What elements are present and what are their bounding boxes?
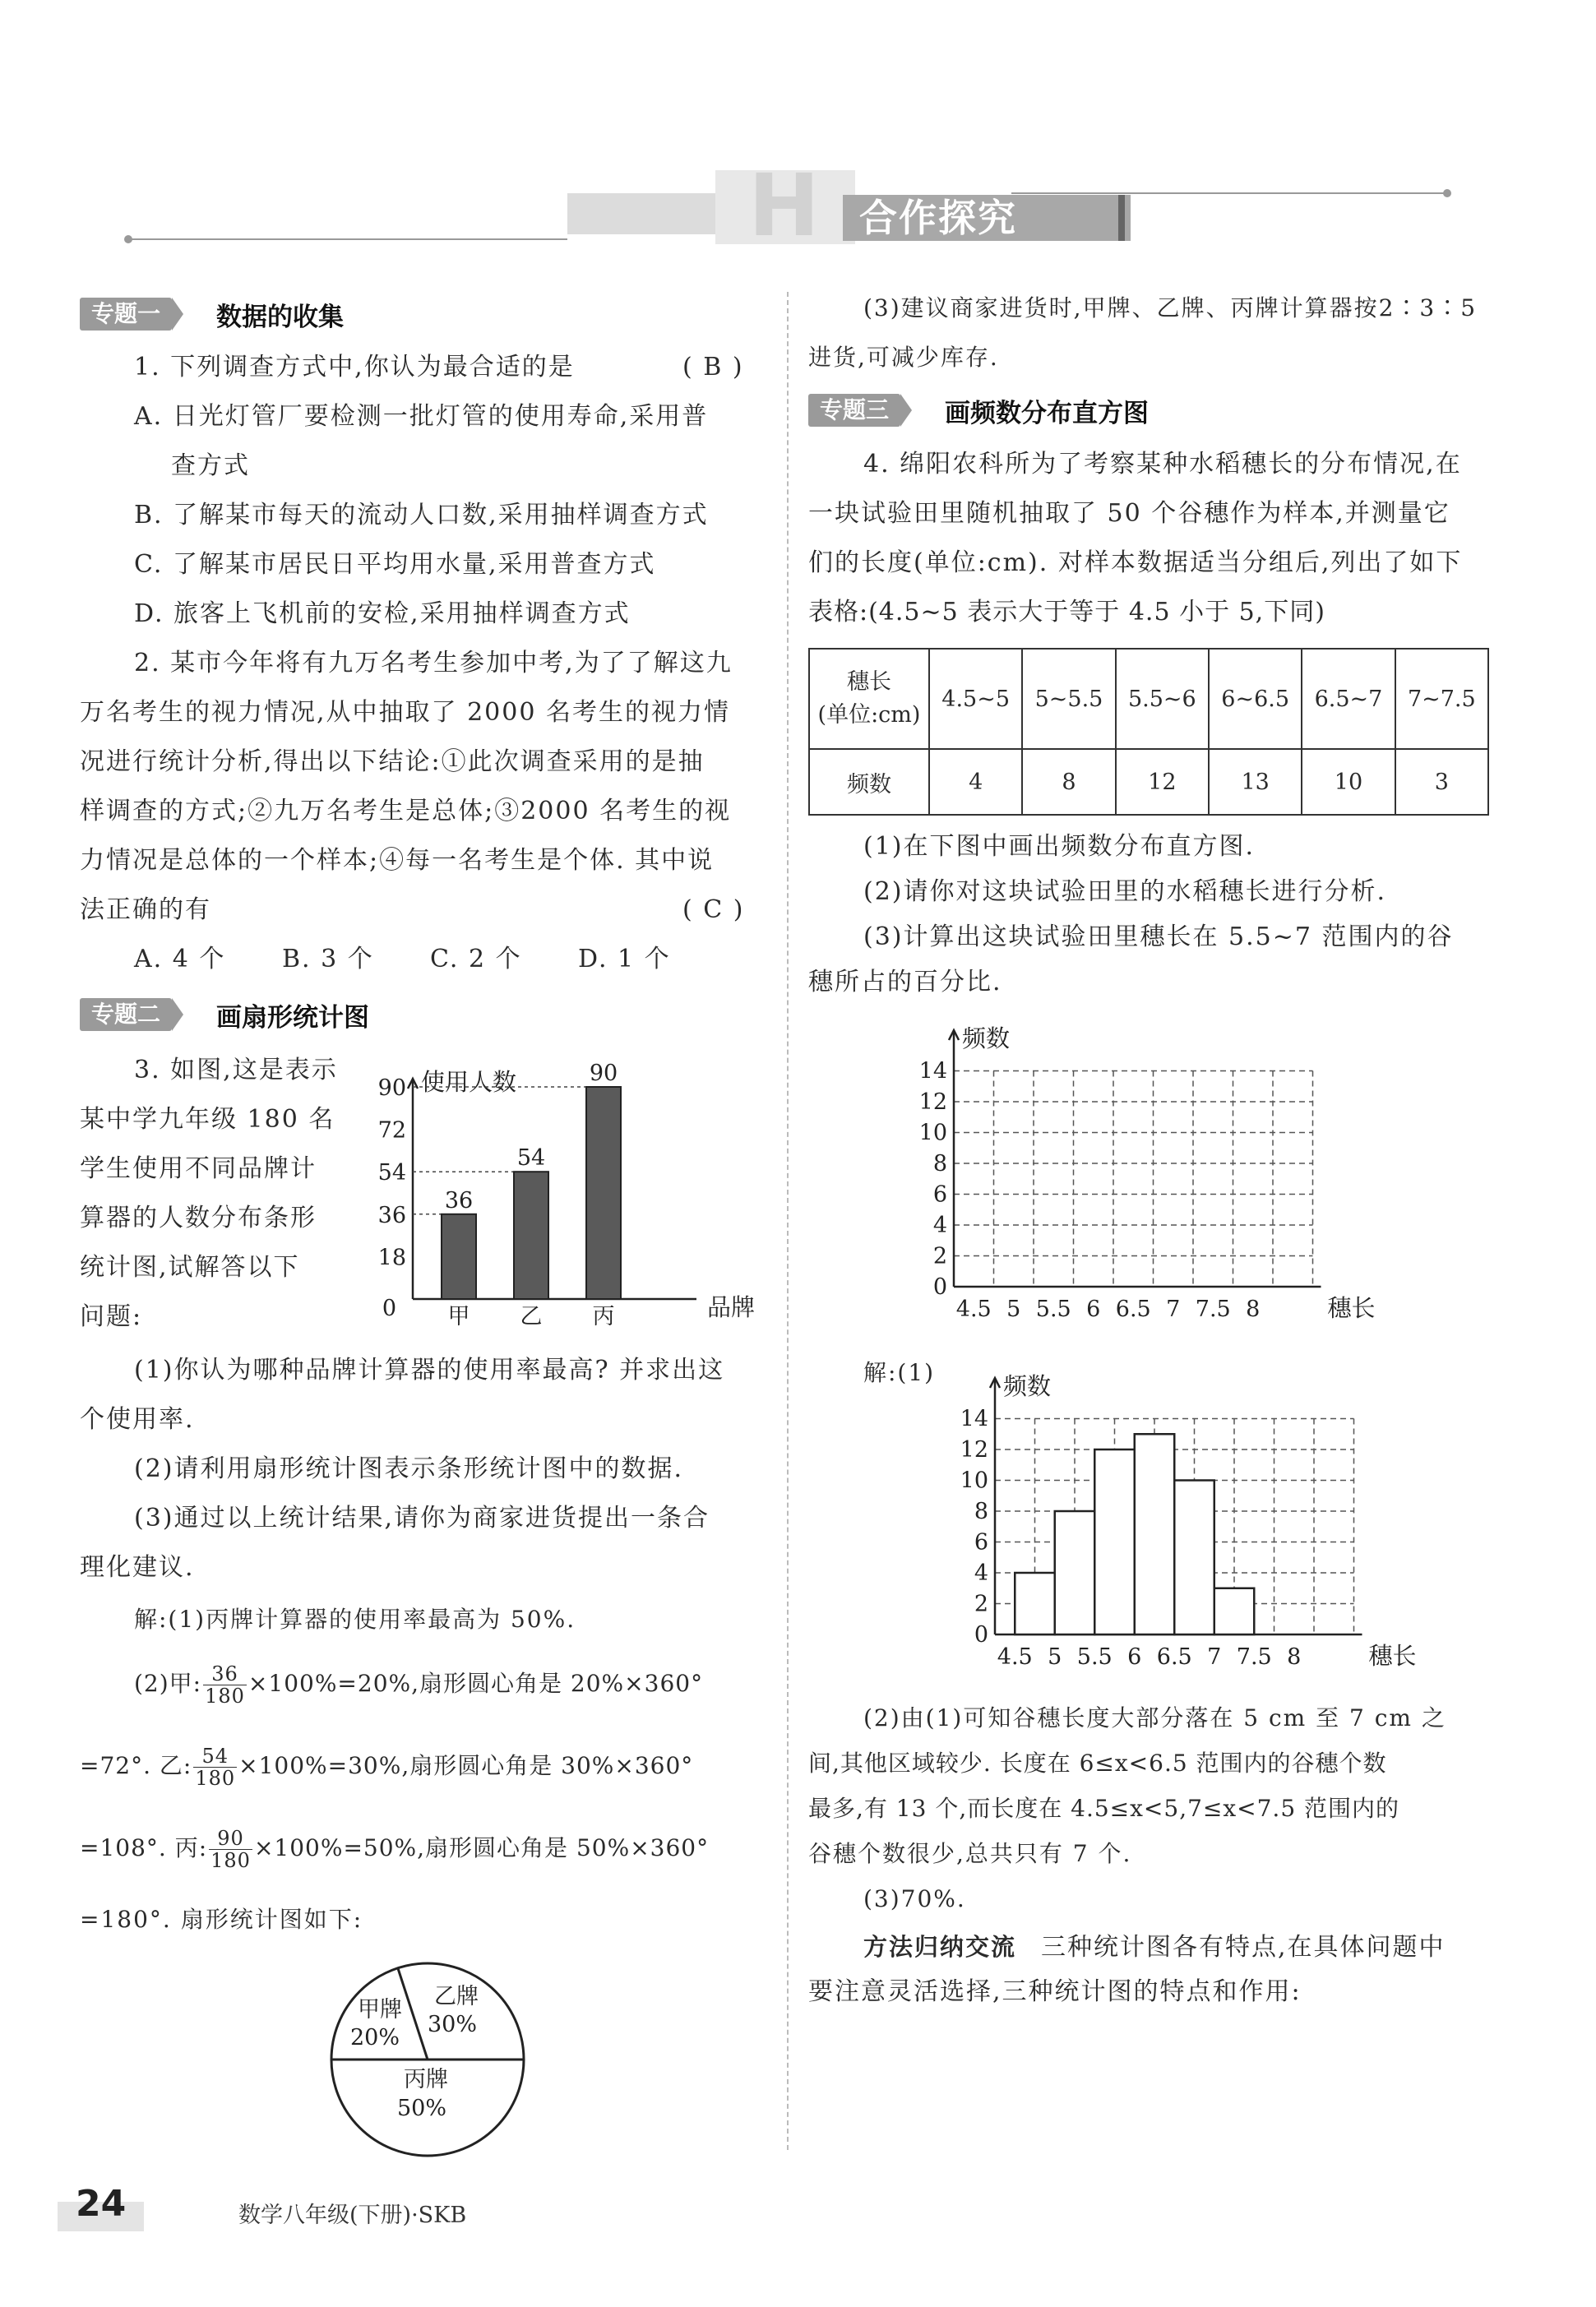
histogram-bar [1214,1588,1255,1634]
q2-line: 况进行统计分析,得出以下结论:①此次调查采用的是抽 [80,747,705,776]
topic1-tag: 专题一 [80,298,172,331]
q3-sub3-cont: 理化建议. [80,1553,195,1582]
q4-line: 们的长度(单位:cm). 对样本数据适当分组后,列出了如下 [808,548,1463,577]
blank-histogram-grid [896,1015,1390,1336]
x-axis-label: 品牌 [707,1293,756,1321]
bar [586,1087,621,1299]
x-tick-label: 8 [1246,1297,1261,1322]
sol3-bing-calc: ×100%=50%,扇形圆心角是 50%×360° [253,1834,710,1861]
table-cell-group: 5~5.5 [1022,649,1115,749]
bar-value-label: 90 [589,1061,618,1086]
q1-option-a-cont: 查方式 [171,451,250,480]
fraction-numerator: 90 [209,1828,252,1850]
table-row [809,649,1488,749]
y-tick-label: 54 [377,1160,406,1186]
fraction-numerator: 54 [193,1745,237,1768]
x-tick-label: 乙 [520,1304,543,1329]
table-cell-count: 13 [1209,749,1302,815]
y-tick-label: 10 [960,1468,988,1494]
table-header-unit: (单位:cm) [817,702,921,728]
brand-bar-chart [362,1061,773,1332]
x-tick-label: 5.5 [1035,1297,1071,1322]
s3-cont-line2: 进货,可减少库存. [808,344,999,371]
y-tick-label: 4 [932,1213,947,1238]
x-tick-label: 7.5 [1236,1644,1272,1670]
q2-option-c: C. 2 个 [430,945,522,973]
q2-option-b: B. 3 个 [282,945,374,973]
sol4-p2-line: 最多,有 13 个,而长度在 4.5≤x<5,7≤x<7.5 范围内的 [808,1795,1400,1822]
q1-answer: ( B ) [682,353,744,381]
method-line1: 三种统计图各有特点,在具体问题中 [1041,1933,1446,1962]
y-tick-label: 8 [974,1499,988,1524]
x-axis-label: 穗长 [1327,1294,1376,1322]
x-tick-label: 6 [1086,1297,1101,1322]
sol3-line4 [80,1824,709,1873]
y-tick-label: 6 [974,1529,988,1556]
sol4-p2-line: 谷穗个数很少,总共只有 7 个. [808,1840,1132,1867]
table-header-cell [809,649,929,749]
table-cell-group: 6.5~7 [1302,649,1395,749]
q3-line: 某中学九年级 180 名 [80,1105,335,1134]
table-cell-group: 5.5~6 [1116,649,1209,749]
sol4-label: 解:(1) [863,1359,936,1386]
q3-line: 问题: [80,1302,143,1331]
method-line2: 要注意灵活选择,三种统计图的特点和作用: [808,1977,1302,2006]
y-axis-label: 使用人数 [421,1068,517,1096]
y-tick-label: 12 [960,1437,988,1463]
frequency-table [808,648,1489,816]
q1-option-b: B. 了解某市每天的流动人口数,采用抽样调查方式 [134,501,709,529]
q3-line: 学生使用不同品牌计 [80,1154,317,1183]
sol3-line2 [134,1659,703,1708]
histogram-bar [1055,1511,1095,1634]
topic1-tag-arrow [172,298,183,331]
q2-line: 法正确的有 [80,895,211,924]
q2-line: 万名考生的视力情况,从中抽取了 2000 名考生的视力情 [80,698,730,727]
q1-option-d: D. 旅客上飞机前的安检,采用抽样调查方式 [134,599,631,628]
histogram-bar [1015,1573,1055,1634]
y-tick-label: 14 [918,1058,947,1084]
q1-option-a: A. 日光灯管厂要检测一批灯管的使用寿命,采用普 [134,402,709,431]
topic3-tag: 专题三 [808,394,900,427]
y-tick-label: 4 [974,1560,988,1586]
sol3-jia-calc: ×100%=20%,扇形圆心角是 20%×360° [247,1670,704,1697]
bar-value-label: 54 [516,1145,546,1172]
table-cell-group: 4.5~5 [929,649,1022,749]
table-cell-count: 4 [929,749,1022,815]
q2-option-d: D. 1 个 [578,945,671,973]
x-tick-label: 甲 [447,1304,470,1329]
y-tick-label: 10 [918,1120,947,1146]
y-tick-label: 2 [974,1591,988,1617]
q2-answer: ( C ) [682,895,745,924]
q1-stem: 1. 下列调查方式中,你认为最合适的是 [134,353,575,381]
fraction-denominator: 180 [205,1685,245,1708]
table-cell-count: 12 [1116,749,1209,815]
bar-value-label: 36 [444,1187,474,1214]
histogram-bar [1094,1449,1135,1634]
topic3-title: 画频数分布直方图 [945,398,1150,428]
q4-line: 表格:(4.5~5 表示大于等于 4.5 小于 5,下同) [808,598,1325,626]
x-tick-label: 7.5 [1195,1297,1231,1322]
x-tick-label: 7 [1207,1644,1222,1670]
q4-sub3: (3)计算出这块试验田里穗长在 5.5~7 范围内的谷 [863,922,1454,951]
y-axis-label: 频数 [962,1024,1011,1052]
topic2-title: 画扇形统计图 [216,1002,370,1033]
sol3-bing-label: =108°. 丙: [80,1834,208,1861]
q3-line: 3. 如图,这是表示 [134,1056,338,1084]
sol3-line1: 解:(1)丙牌计算器的使用率最高为 50%. [134,1606,576,1633]
table-header-title: 穗长 [847,669,891,695]
y-tick-label: 0 [382,1296,396,1321]
y-tick-label: 6 [932,1181,947,1208]
table-cell-count: 8 [1022,749,1115,815]
x-tick-label: 5.5 [1076,1644,1113,1670]
fraction-denominator: 180 [195,1767,236,1790]
s3-cont-line1: (3)建议商家进货时,甲牌、乙牌、丙牌计算器按2∶3∶5 [863,294,1478,321]
q2-line: 力情况是总体的一个样本;④每一名考生是个体. 其中说 [80,846,715,875]
x-tick-label: 丙 [592,1304,615,1329]
sol3-yi-calc: ×100%=30%,扇形圆心角是 30%×360° [238,1752,694,1779]
sol3-line5: =180°. 扇形统计图如下: [80,1906,363,1933]
topic1-title: 数据的收集 [216,302,345,332]
topic2-tag-arrow [172,998,183,1031]
table-cell-group: 6~6.5 [1209,649,1302,749]
table-cell-count: 10 [1302,749,1395,815]
sol4-p2-line: (2)由(1)可知谷穗长度大部分落在 5 cm 至 7 cm 之 [863,1704,1446,1731]
sol4-p3: (3)70%. [863,1885,966,1912]
x-tick-label: 7 [1166,1297,1181,1322]
x-tick-label: 5 [1048,1644,1062,1670]
q4-sub2: (2)请你对这块试验田里的水稻穗长进行分析. [863,877,1387,906]
y-tick-label: 0 [974,1622,988,1648]
method-title: 方法归纳交流 [863,1933,1017,1961]
fraction-36-180 [203,1663,247,1707]
sol3-yi-label: =72°. 乙: [80,1752,192,1779]
fraction-90-180 [209,1828,252,1871]
pie-pct-yi: 30% [427,2012,478,2037]
x-tick-label: 6 [1127,1644,1142,1670]
topic2-heading [80,996,369,1033]
x-tick-label: 4.5 [955,1297,992,1322]
q2-option-a: A. 4 个 [134,945,226,973]
sol3-jia-label: (2)甲: [134,1670,202,1697]
q3-sub1: (1)你认为哪种品牌计算器的使用率最高? 并求出这 [134,1356,725,1385]
header-letter: H [748,155,821,256]
y-axis-label: 频数 [1003,1372,1052,1400]
q4-line: 一块试验田里随机抽取了 50 个谷穗作为样本,并测量它 [808,499,1450,528]
q3-sub1-cont: 个使用率. [80,1405,195,1434]
x-tick-label: 6.5 [1156,1644,1192,1670]
y-tick-label: 72 [377,1117,406,1144]
table-row [809,749,1488,815]
sol3-line3 [80,1741,693,1791]
q1-option-c: C. 了解某市居民日平均用水量,采用普查方式 [134,550,656,579]
y-tick-label: 18 [377,1245,406,1271]
y-tick-label: 14 [960,1406,988,1432]
histogram-bar [1135,1434,1175,1634]
column-divider [787,292,789,2150]
y-tick-label: 8 [932,1151,947,1177]
q4-line: 4. 绵阳农科所为了考察某种水稻穗长的分布情况,在 [863,450,1462,479]
table-cell-group: 7~7.5 [1395,649,1488,749]
y-tick-label: 36 [377,1202,406,1228]
q3-sub3: (3)通过以上统计结果,请你为商家进货提出一条合 [134,1504,710,1533]
y-tick-label: 90 [377,1075,406,1101]
q2-line: 样调查的方式;②九万名考生是总体;③2000 名考生的视 [80,797,732,825]
q3-line: 算器的人数分布条形 [80,1204,317,1232]
topic3-tag-arrow [900,394,912,427]
pie-label-bing: 丙牌 [404,2067,448,2092]
x-axis-label: 穗长 [1368,1642,1417,1670]
bar [442,1214,476,1299]
topic1-heading [80,296,344,332]
y-tick-label: 2 [932,1243,947,1269]
histogram-bar [1174,1481,1214,1635]
q3-sub2: (2)请利用扇形统计图表示条形统计图中的数据. [134,1454,684,1483]
fraction-denominator: 180 [210,1849,251,1872]
pie-divider [398,1968,428,2060]
table-row-header: 频数 [809,749,929,815]
y-tick-label: 0 [932,1274,947,1300]
topic3-heading [808,392,1149,428]
sol4-p2-line: 间,其他区域较少. 长度在 6≤x<6.5 范围内的谷穗个数 [808,1750,1387,1777]
method-summary [863,1922,1446,1972]
pie-pct-jia: 20% [349,2025,400,2050]
brand-pie-chart [321,1953,534,2166]
y-tick-label: 12 [918,1089,947,1115]
x-tick-label: 4.5 [997,1644,1033,1670]
q3-line: 统计图,试解答以下 [80,1253,300,1282]
q4-sub3-cont: 穗所占的百分比. [808,968,1002,996]
pie-label-jia: 甲牌 [358,1997,402,2023]
book-title: 数学八年级(下册)·SKB [238,2203,467,2228]
pie-pct-bing: 50% [396,2096,447,2121]
topic2-tag: 专题二 [80,998,172,1031]
header-banner [123,155,1455,256]
solution-histogram [937,1363,1431,1684]
page-number: 24 [76,2183,127,2225]
q4-sub1: (1)在下图中画出频数分布直方图. [863,832,1256,861]
bar [514,1172,548,1299]
fraction-numerator: 36 [203,1663,247,1685]
x-tick-label: 6.5 [1115,1297,1151,1322]
table-cell-count: 3 [1395,749,1488,815]
fraction-54-180 [193,1745,237,1789]
x-tick-label: 5 [1006,1297,1021,1322]
q2-line: 2. 某市今年将有九万名考生参加中考,为了了解这九 [134,649,733,677]
x-tick-label: 8 [1287,1644,1302,1670]
pie-label-yi: 乙牌 [434,1984,479,2009]
header-title: 合作探究 [859,196,1017,240]
